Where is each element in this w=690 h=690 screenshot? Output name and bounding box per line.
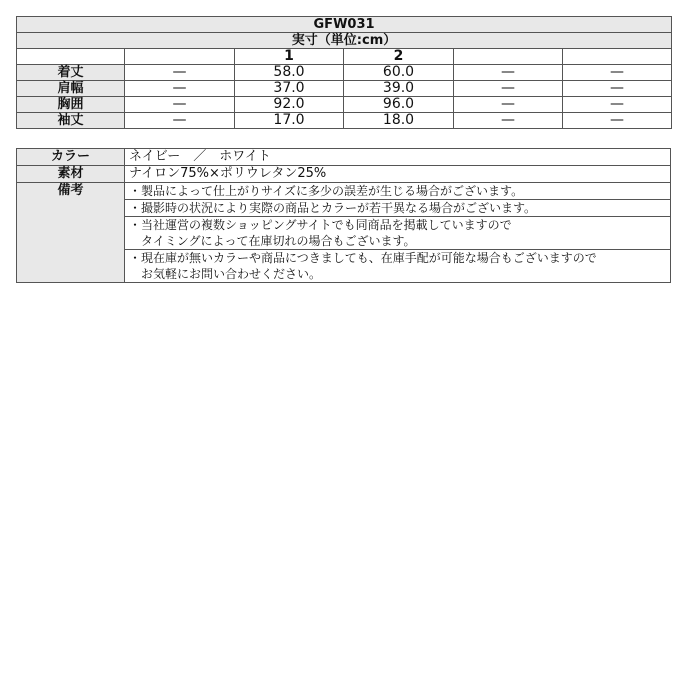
color-label: カラー bbox=[17, 149, 125, 166]
size-cell: — bbox=[563, 81, 672, 97]
size-subtitle-row bbox=[17, 33, 672, 49]
info-table bbox=[16, 148, 671, 283]
size-cell: — bbox=[125, 81, 235, 97]
size-header-corner bbox=[17, 49, 125, 65]
color-value: ネイビー ／ ホワイト bbox=[125, 149, 671, 166]
notes-row bbox=[17, 183, 671, 283]
size-cell: — bbox=[563, 113, 672, 129]
size-cell: 18.0 bbox=[344, 113, 454, 129]
size-col-header bbox=[563, 49, 672, 65]
size-cell: 92.0 bbox=[235, 97, 344, 113]
notes-cell bbox=[125, 183, 671, 283]
size-row-label: 袖丈 bbox=[17, 113, 125, 129]
size-cell: — bbox=[454, 97, 563, 113]
size-cell: — bbox=[454, 81, 563, 97]
size-row bbox=[17, 65, 672, 81]
size-cell: — bbox=[125, 65, 235, 81]
note-line: ・現在庫が無いカラーや商品につきましても、在庫手配が可能な場合もございますので bbox=[129, 251, 597, 265]
size-col-header: 2 bbox=[344, 49, 454, 65]
size-row bbox=[17, 113, 672, 129]
note-line: ・当社運営の複数ショッピングサイトでも同商品を掲載していますので bbox=[129, 218, 512, 232]
note-item bbox=[125, 200, 670, 217]
size-unit-title: 実寸（単位:cm） bbox=[17, 33, 672, 49]
size-col-header bbox=[454, 49, 563, 65]
size-title-row bbox=[17, 17, 672, 33]
size-cell: — bbox=[125, 97, 235, 113]
size-cell: — bbox=[563, 65, 672, 81]
note-line: ・製品によって仕上がりサイズに多少の誤差が生じる場合がございます。 bbox=[129, 184, 524, 198]
notes-label: 備考 bbox=[17, 183, 125, 283]
color-row bbox=[17, 149, 671, 166]
material-row bbox=[17, 166, 671, 183]
size-row-label: 胸囲 bbox=[17, 97, 125, 113]
size-cell: 60.0 bbox=[344, 65, 454, 81]
size-cell: 37.0 bbox=[235, 81, 344, 97]
material-value: ナイロン75%×ポリウレタン25% bbox=[125, 166, 671, 183]
size-table bbox=[16, 16, 672, 129]
size-row bbox=[17, 97, 672, 113]
size-col-header bbox=[125, 49, 235, 65]
size-cell: — bbox=[454, 113, 563, 129]
size-cell: — bbox=[125, 113, 235, 129]
material-label: 素材 bbox=[17, 166, 125, 183]
size-row-label: 肩幅 bbox=[17, 81, 125, 97]
size-cell: — bbox=[454, 65, 563, 81]
product-code: GFW031 bbox=[17, 17, 672, 33]
note-item bbox=[125, 183, 670, 200]
note-line: お気軽にお問い合わせください。 bbox=[129, 267, 322, 281]
note-line: ・撮影時の状況により実際の商品とカラーが若干異なる場合がございます。 bbox=[129, 201, 537, 215]
size-col-header: 1 bbox=[235, 49, 344, 65]
note-item bbox=[125, 217, 670, 250]
size-cell: 17.0 bbox=[235, 113, 344, 129]
size-row-label: 着丈 bbox=[17, 65, 125, 81]
size-header-row bbox=[17, 49, 672, 65]
size-cell: 96.0 bbox=[344, 97, 454, 113]
size-cell: — bbox=[563, 97, 672, 113]
note-line: タイミングによって在庫切れの場合もございます。 bbox=[129, 234, 416, 248]
note-item bbox=[125, 250, 670, 282]
size-cell: 58.0 bbox=[235, 65, 344, 81]
size-cell: 39.0 bbox=[344, 81, 454, 97]
size-row bbox=[17, 81, 672, 97]
